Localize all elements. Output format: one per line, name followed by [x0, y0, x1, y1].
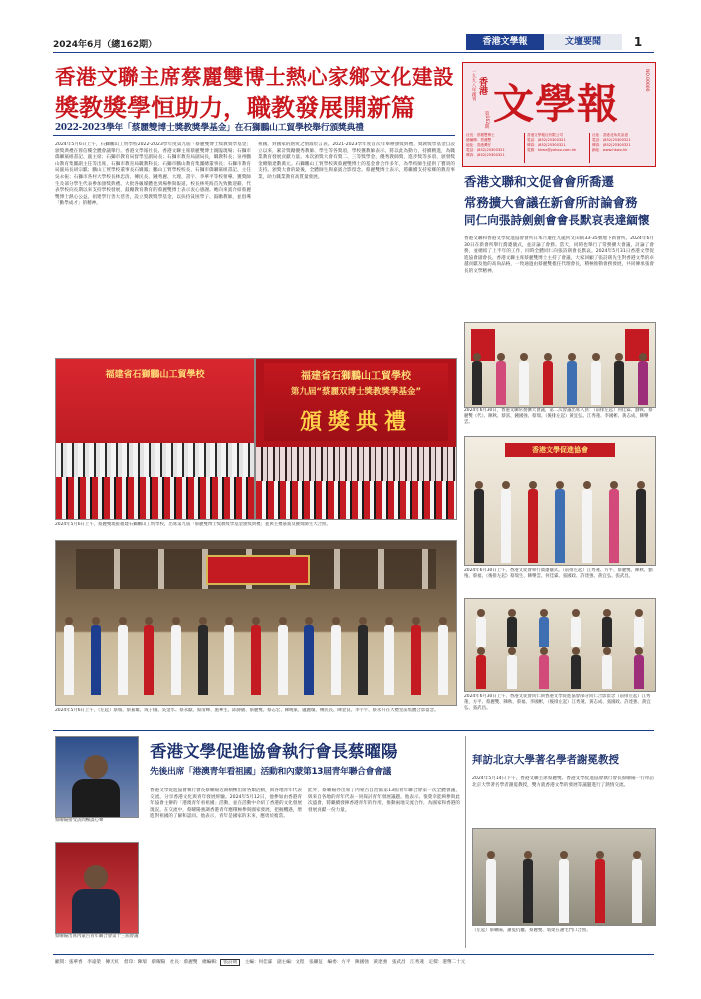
room-sign: 香港文學促進協會 [505, 443, 615, 457]
lead-subtitle-rule [53, 135, 455, 136]
right-body: 香港文聯和香港文學促進協會會所日本月遷往九龍何文田街33-35號地下新會所。2024年6月30日在新會所舉行喬遷儀式，並討論了會務。當天，同時也舉行了常務擴大會議，討論了會務，並總結了上半年的工作，同時全體同仁向張詩劍會長默哀。2024年5月31日香港文學促進協會副會長、香港文聯主席蔡麗雙博士主持了會議，大家回顧了張詩劍先生對香港文學的卓越貢獻及他的高尚品格，一致通過由蔡麗雙擔任代理會長，積極推動會務發展，共同傳承張會長的文學精神。 [464, 236, 654, 274]
right-photo-1 [464, 322, 656, 408]
masthead-hk: 香港 [477, 77, 487, 95]
group-hall-caption: 2024年5月6日上午，（左起）蔡埔、蔡嘉雄、成子儀、吳金水、蔡永獻、蔡清輝、施華生、邱靜儀、蔡麗雙、蔡志宏、陳曉東、盧麗瓊、傳民長、陳金良、李宇宇、蔡永升在大禮堂前集體合影留念。 [55, 708, 439, 713]
bottom-body-col2: 此外，蔡曜陽亦出席了內蒙古自治區第13屆青年聯合會第一次全體會議，與來自各地的青年代表一同探討青年發展議題。他表示，很榮幸能夠參與此次盛會，將繼續發揮香港青年的作用，推動兩地交流合作，為國家和香港的發展貢獻一份力量。 [308, 788, 460, 813]
right-caption-1: 2024年6月30日，香港文聯常務擴大會議，第二次會議出席人員：（前排左起）何佳霖、劉戰、蔡麗雙（代）、陳秋、蔡富、鍾國強、蔡瑞、（後排左起）黃宜弘、江秀蓮、李國彬、黃志成、陳樂雲。 [464, 408, 653, 426]
right-kicker: 香港文聯和文促會會所喬遷 [464, 174, 615, 189]
ceremony-big-title: 頒獎典禮 [299, 409, 412, 435]
side-divider [465, 736, 466, 948]
paper-tab[interactable]: 香港文學報 [466, 34, 544, 50]
ceremony-school-banner: 福建省石獅鵬山工貿學校 [301, 371, 411, 382]
footer-editor-box: 張詩劍 [220, 959, 240, 966]
ceremony-screen [264, 363, 448, 441]
ceremony-photo [255, 358, 457, 520]
hall-people-row [56, 617, 456, 701]
mongolia-caption: 蔡曜陽出席內蒙古青年聯合會第十三屆會議 [55, 934, 139, 939]
issue-date: 2024年6月（總162期） [53, 40, 158, 50]
lead-body-col1: 2024年5月6日上午，石獅鵬山工貿學校2022-2023學年度第九屆「蔡麗雙博士獎教獎學基金」頒獎典禮在蓉信樓全體會議舉行。香港文學報社長、香港文聯主席蔡麗雙博士親臨現場；石獅市僑聯黨組書記、副主席；石獅市教育局督學室副局長；石獅市教育局副局長，職教科長；泉州鵬山教育集團副主任等出席，石獅市教育局職教科長；石獅市鵬山教育集團總董事長；石獅市教育局副局長胡宗騏；鵬山工貿學校董事長石嬌鳳；鵬山工貿學校校長、石獅市僑聯黨組書記、主任吳永振；石獅市各村大學校長林忠清、傳民長、鍾秀麗、大理、書宇、李華平等校領導。獲獎師生及部分學生代表參加頒獎典禮。大批各級媒體也到場參與報道。校長林英海首先致歡迎辭，代表學校向長期以來支持學校發展，鼓勵教育教育的蔡麗雙博士表示衷心感謝。她向來賓介紹蔡麗雙博士熱心公益、捐建學行善大慈善，設立獎教獎學基金，以扶持貧困學子、鼓勵教師，並倡導「勤學成才」的精神。 [55, 142, 251, 207]
ceremony-caption: 2024年5月6日上午，蔡麗雙現蒞福建石獅鵬山工貿學校，出席第九屆「蔡麗雙博士獎教獎學基金頒獎典禮」並與主禮嘉賓及獲獎師生大合照。 [55, 522, 331, 527]
masthead-info-left: 社長：蔡麗雙博士 總編輯：蔡麗雙 地址：香港灣仔 電話：(852)25300321 傳真：(852)25300321 [466, 133, 525, 163]
right-title-1: 常務擴大會議在新會所討論會務 [464, 195, 638, 210]
lead-title-2: 獎教獎學恒助力，職教發展開新篇 [55, 93, 415, 122]
bottom-divider [53, 730, 654, 731]
stage-photo-left [55, 358, 255, 520]
hall-sign [206, 555, 310, 585]
masthead-issue: 第162期 [484, 111, 489, 129]
masthead-info-right: 社址：香港北角英皇道 電話：(852)25300321 傳真：(852)25300321 網址：www.hkwx.hk [592, 133, 631, 152]
group-hall-photo [55, 540, 457, 706]
bottom-body-col1: 香港文學促進協會執行會長蔡曜陽近期積極出席各類活動，與各地青年代表交流，分享香港文化與青年發展經驗。2024年5月12日，他參加由香港青年協會主辦的「港澳青年看祖國」活動，並在活動中介紹了香港的文化發展現況。在交流中，蔡曜陽強調香港青年應積極參與國家發展，把握機遇，增進對祖國的了解和認同。他表示，青年是國家的未來，應勇於擔當。 [150, 788, 302, 820]
footer-credits: 顧問：張華香 李遠榮 傳天紅 督印：陳瑞 蔡曜陽 社長：蔡麗雙 總編輯： 張詩劍 主編：何佳霖 副主編：文程 張繼征 編委：方平 陳國強 黃達強 張武昌 江秀蓮 定價：港幣二十元 [55, 960, 466, 965]
interview-caption: 蔡曜陽接受訪問暢談心聲 [55, 818, 104, 823]
footer-rule [53, 954, 654, 955]
bottom-title: 香港文學促進協會執行會長蔡曜陽 [150, 742, 398, 761]
lead-body-col2: 祖國，對國家的熱愛之情溢於言表。2021-2023學年度首次年舉辦頒獎典禮，獎教獎學基金自設立以來，累計獎勵優秀教師、學生等各獎項，學校獲教師表示，將以此為動力，持續精進，為職業教育發展貢獻力量。本次頒獎大會有獎二、三等獎學金、優秀教師獎、進步獎等多項，頒發獎金總額達數萬元。石獅鵬山工貿學校與蔡麗雙博士的基金會合作多年，為學校師生提供了寶貴的支持。頒獎大會的最後，全體師生與嘉賓合影留念。蔡麗雙博士表示，將繼續支持家鄉的教育事業，助力職業教育高質量發展。 [258, 142, 455, 180]
right-photo-3 [464, 598, 656, 692]
masthead-founded: 一九九八年創刊 [471, 69, 476, 102]
right-title-2: 同仁向張詩劍劍會會長默哀表達緬懷 [464, 213, 650, 227]
stage-banner-text: 福建省石獅鵬山工貿學校 [105, 370, 205, 380]
masthead-info-mid: 香港文學報社有限公司 電話：(852)25300321 傳真：(852)25300321 電郵：hkwx@yahoo.com.hk [527, 133, 590, 163]
bottom-subtitle: 先後出席「港澳青年看祖國」活動和內蒙第13屆青年聯合會會議 [150, 767, 392, 777]
mongolia-photo [55, 842, 139, 934]
ceremony-crowd-front [256, 481, 456, 519]
visit-photo [472, 828, 656, 926]
lead-title-1: 香港文聯主席蔡麗雙博士熱心家鄉文化建設 [55, 65, 454, 89]
right-caption-2: 2024年6月30日上午，香港文促會舉行喬遷儀式。（前排左起）江秀蓮、方平、蔡麗雙、陳秋、劉殖、蔡福，（後排左起）蔡瑞生、陳樂雲、何佳霖、張國政、許達強、黃宜弘、張武昌。 [464, 568, 653, 580]
masthead [462, 62, 656, 167]
footer-price: 定價：港幣二十元 [428, 960, 466, 965]
lead-subtitle: 2022-2023學年「蔡麗雙博士獎教獎學基金」在石獅鵬山工貿學校舉行頒獎典禮 [55, 123, 364, 133]
right-photo-2 [464, 436, 656, 566]
side-title: 拜訪北京大學著名學者謝冕教授 [472, 754, 619, 766]
masthead-info [466, 133, 652, 163]
section-tab[interactable]: 文壇要聞 [544, 34, 622, 50]
masthead-code: NO.00000 [644, 69, 649, 92]
header-rule [53, 52, 654, 53]
top-header [0, 0, 701, 60]
ceremony-fund-title: 第九屆“蔡麗双博士獎教獎學基金” [290, 387, 422, 397]
right-caption-3: 2024年6月30日上午，香港文促會同仁與香港文學促進協會部分同仁合影留念（前排左起）江秀蓮、方平、蔡麗雙、陳秋、蔡福、李國彬，（後排左起）江秀蓮、黃志成、張國政、許達強、黃宜弘、張武昌。 [464, 694, 651, 712]
interview-photo [55, 736, 139, 818]
section-tabs [466, 34, 654, 50]
masthead-title: 文學報 [493, 80, 619, 128]
side-body: 2024年5月14日下午，香港文聯主席蔡麗雙、香港文學促進協會執行會長蔡曜陽一行拜訪北京大學著名學者謝冕教授，雙方就香港文學的發展等議題進行了熱情交流。 [472, 776, 654, 788]
page-number: 1 [633, 35, 643, 49]
visit-caption: （左起）蔡曜陽、謝冕伉儷、蔡麗雙、翁榮在謝宅門口合照。 [472, 928, 591, 933]
